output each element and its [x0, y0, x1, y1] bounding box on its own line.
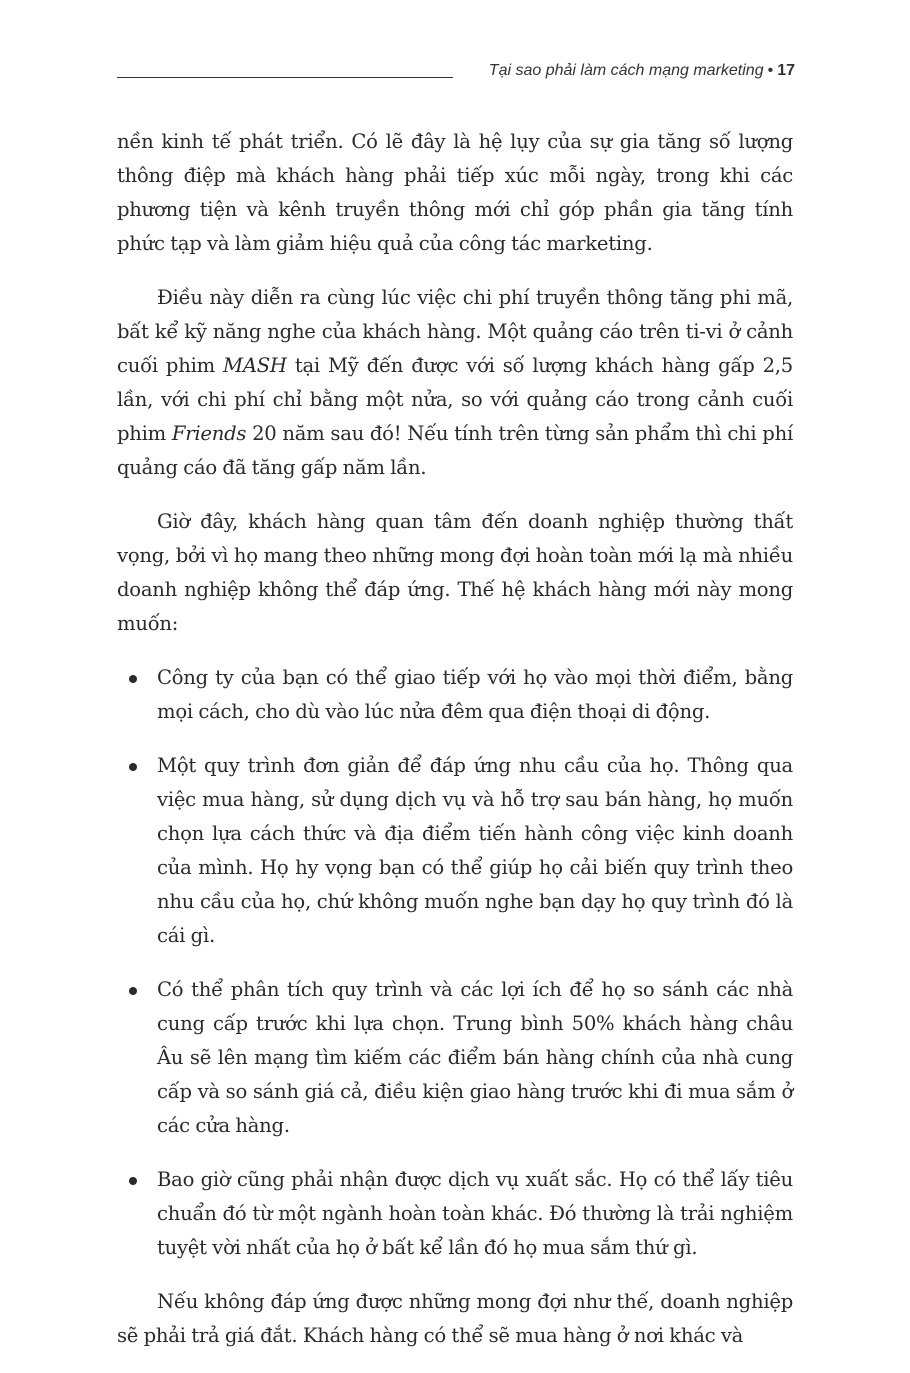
header-text [489, 62, 795, 80]
paragraph-2-part-1: Điều này diễn ra cùng lúc việc chi phí truyền thông tăng phi mã, bất kể kỹ năng nghe của khách hàng. Một quảng cáo trên ti-vi ở cảnh cuối phim [117, 286, 793, 377]
bullet-text: Có thể phân tích quy trình và các lợi ích để họ so sánh các nhà cung cấp trước khi lựa chọn. Trung bình 50% khách hàng châu Âu sẽ lên mạng tìm kiếm các điểm bán hàng chính của nhà cung cấp và so sánh giá cả, điều kiện giao hàng trước khi đi mua sắm ở các cửa hàng. [157, 978, 793, 1137]
paragraph-3: Giờ đây, khách hàng quan tâm đến doanh nghiệp thường thất vọng, bởi vì họ mang theo những mong đợi hoàn toàn mới lạ mà nhiều doanh nghiệp không thể đáp ứng. Thế hệ khách hàng mới này mong muốn: [117, 510, 793, 635]
bullet-item [117, 661, 793, 729]
page-number: 17 [777, 62, 795, 79]
bullet-item [117, 973, 793, 1143]
body-text [117, 125, 793, 1373]
bullet-dot-icon [129, 675, 137, 683]
bullet-item [117, 1163, 793, 1265]
bullet-dot-icon [129, 987, 137, 995]
bullet-text: Một quy trình đơn giản để đáp ứng nhu cầu của họ. Thông qua việc mua hàng, sử dụng dịch vụ và hỗ trợ sau bán hàng, họ muốn chọn lựa cách thức và địa điểm tiến hành công việc kinh doanh của mình. Họ hy vọng bạn có thể giúp họ cải biến quy trình theo nhu cầu của họ, chứ không muốn nghe bạn dạy họ quy trình đó là cái gì. [157, 754, 793, 947]
paragraph-2-part-3: 20 năm sau đó! Nếu tính trên từng sản phẩm thì chi phí quảng cáo đã tăng gấp năm lần. [117, 422, 793, 479]
running-title: Tại sao phải làm cách mạng marketing [488, 62, 764, 79]
film-title-mash: MASH [223, 354, 287, 377]
running-header [117, 62, 795, 88]
bullet-item [117, 749, 793, 953]
bullet-dot-icon [129, 1177, 137, 1185]
paragraph-4: Nếu không đáp ứng được những mong đợi như thế, doanh nghiệp sẽ phải trả giá đắt. Khách hàng có thể sẽ mua hàng ở nơi khác và [117, 1290, 793, 1347]
bullet-text: Bao giờ cũng phải nhận được dịch vụ xuất sắc. Họ có thể lấy tiêu chuẩn đó từ một ngành hoàn toàn khác. Đó thường là trải nghiệm tuyệt vời nhất của họ ở bất kể lần đó họ mua sắm thứ gì. [157, 1168, 793, 1259]
bullet-list [117, 661, 793, 1265]
film-title-friends: Friends [171, 422, 247, 445]
paragraph-2-part-2: tại Mỹ đến được với số lượng khách hàng gấp 2,5 lần, với chi phí chỉ bằng một nửa, so với quảng cáo trong cảnh cuối phim [117, 354, 794, 445]
header-separator: • [767, 62, 774, 79]
bullet-text: Công ty của bạn có thể giao tiếp với họ vào mọi thời điểm, bằng mọi cách, cho dù vào lúc nửa đêm qua điện thoại di động. [157, 666, 793, 723]
paragraph-1: nền kinh tế phát triển. Có lẽ đây là hệ lụy của sự gia tăng số lượng thông điệp mà khách hàng phải tiếp xúc mỗi ngày, trong khi các phương tiện và kênh truyền thông mới chỉ góp phần gia tăng tính phức tạp và làm giảm hiệu quả của công tác marketing. [117, 130, 793, 255]
bullet-dot-icon [129, 763, 137, 771]
header-rule [117, 77, 453, 78]
paragraph-2 [117, 281, 793, 485]
